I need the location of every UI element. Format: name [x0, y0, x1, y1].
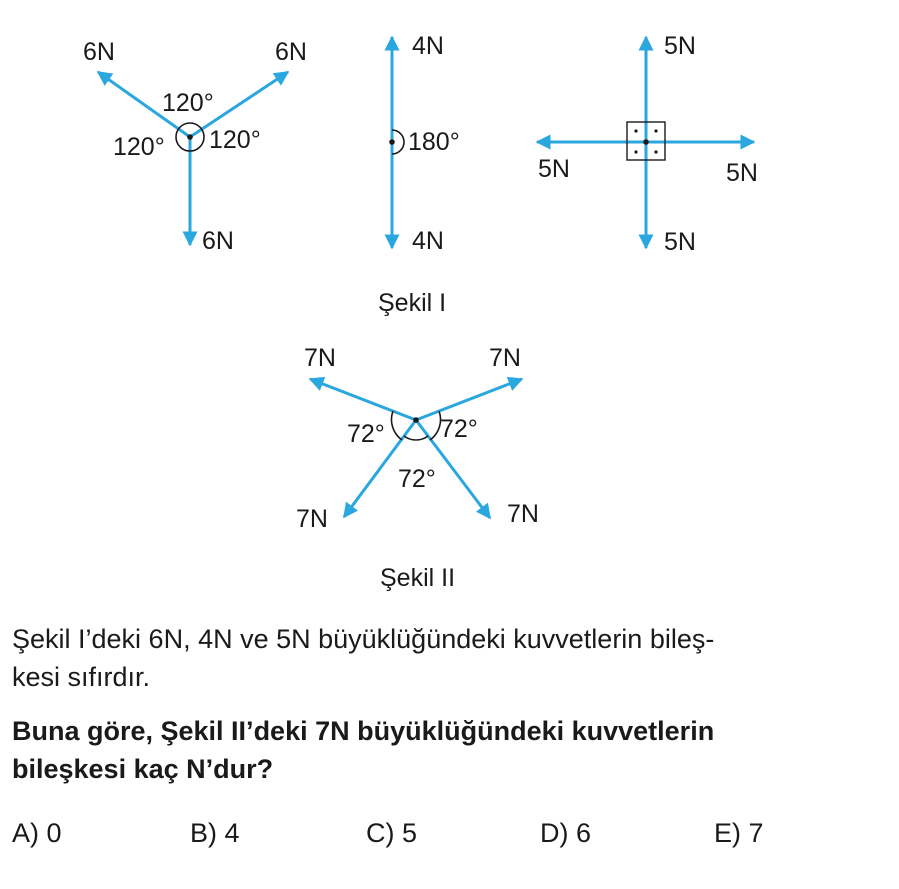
angle-label-bottom-72: 72° — [398, 465, 436, 493]
label-6n-top-right: 6N — [275, 38, 307, 66]
label-7n-bottom-left: 7N — [296, 505, 328, 533]
label-4n-bottom: 4N — [412, 227, 444, 255]
angle-label-top: 120° — [162, 89, 214, 117]
force-arrow-7n-top-left — [310, 379, 416, 420]
origin-dot — [413, 417, 419, 423]
angle-label-left-72: 72° — [347, 420, 385, 448]
angle-label-left: 120° — [113, 133, 165, 161]
angle-arc-bottom — [404, 436, 428, 440]
choice-a[interactable]: A) 0 — [12, 818, 62, 848]
label-5n-left: 5N — [538, 155, 570, 183]
label-5n-top: 5N — [664, 32, 696, 60]
figure2-caption: Şekil II — [380, 564, 456, 592]
figure1-group-180 — [389, 32, 460, 255]
question-statement — [12, 620, 887, 696]
label-4n-top: 4N — [412, 32, 444, 60]
right-angle-dot — [654, 150, 657, 153]
origin-dot — [187, 134, 193, 140]
choice-b[interactable]: B) 4 — [190, 818, 240, 848]
choice-e[interactable]: E) 7 — [714, 818, 764, 848]
origin-dot — [643, 139, 649, 145]
choice-d[interactable]: D) 6 — [540, 818, 592, 848]
question-prompt — [12, 712, 887, 788]
label-5n-bottom: 5N — [664, 228, 696, 256]
statement-line-2: kesi sıfırdır. — [12, 662, 151, 692]
label-5n-right: 5N — [726, 159, 758, 187]
label-6n-bottom: 6N — [202, 227, 234, 255]
label-7n-top-left: 7N — [304, 344, 336, 372]
figure1-group-120 — [83, 38, 307, 255]
choice-c[interactable]: C) 5 — [366, 818, 418, 848]
figure1-caption: Şekil I — [378, 289, 447, 317]
angle-label-right: 120° — [209, 126, 261, 154]
angle-label-180: 180° — [408, 128, 460, 156]
force-arrow-7n-top-right — [416, 379, 522, 420]
right-angle-dot — [634, 129, 637, 132]
right-angle-dot — [654, 129, 657, 132]
prompt-line-2: bileşkesi kaç N’dur? — [12, 754, 274, 784]
label-7n-bottom-right: 7N — [507, 500, 539, 528]
origin-dot — [389, 139, 395, 145]
figure2-forces — [296, 344, 539, 533]
label-6n-top-left: 6N — [83, 38, 115, 66]
right-angle-dot — [634, 150, 637, 153]
figure1-group-perpendicular — [537, 32, 758, 256]
label-7n-top-right: 7N — [489, 344, 521, 372]
statement-line-1: Şekil I’deki 6N, 4N ve 5N büyüklüğündeki kuvvetlerin bileş- — [12, 624, 715, 654]
prompt-line-1: Buna göre, Şekil II’deki 7N büyüklüğündeki kuvvetlerin — [12, 716, 715, 746]
angle-label-right-72: 72° — [440, 415, 478, 443]
